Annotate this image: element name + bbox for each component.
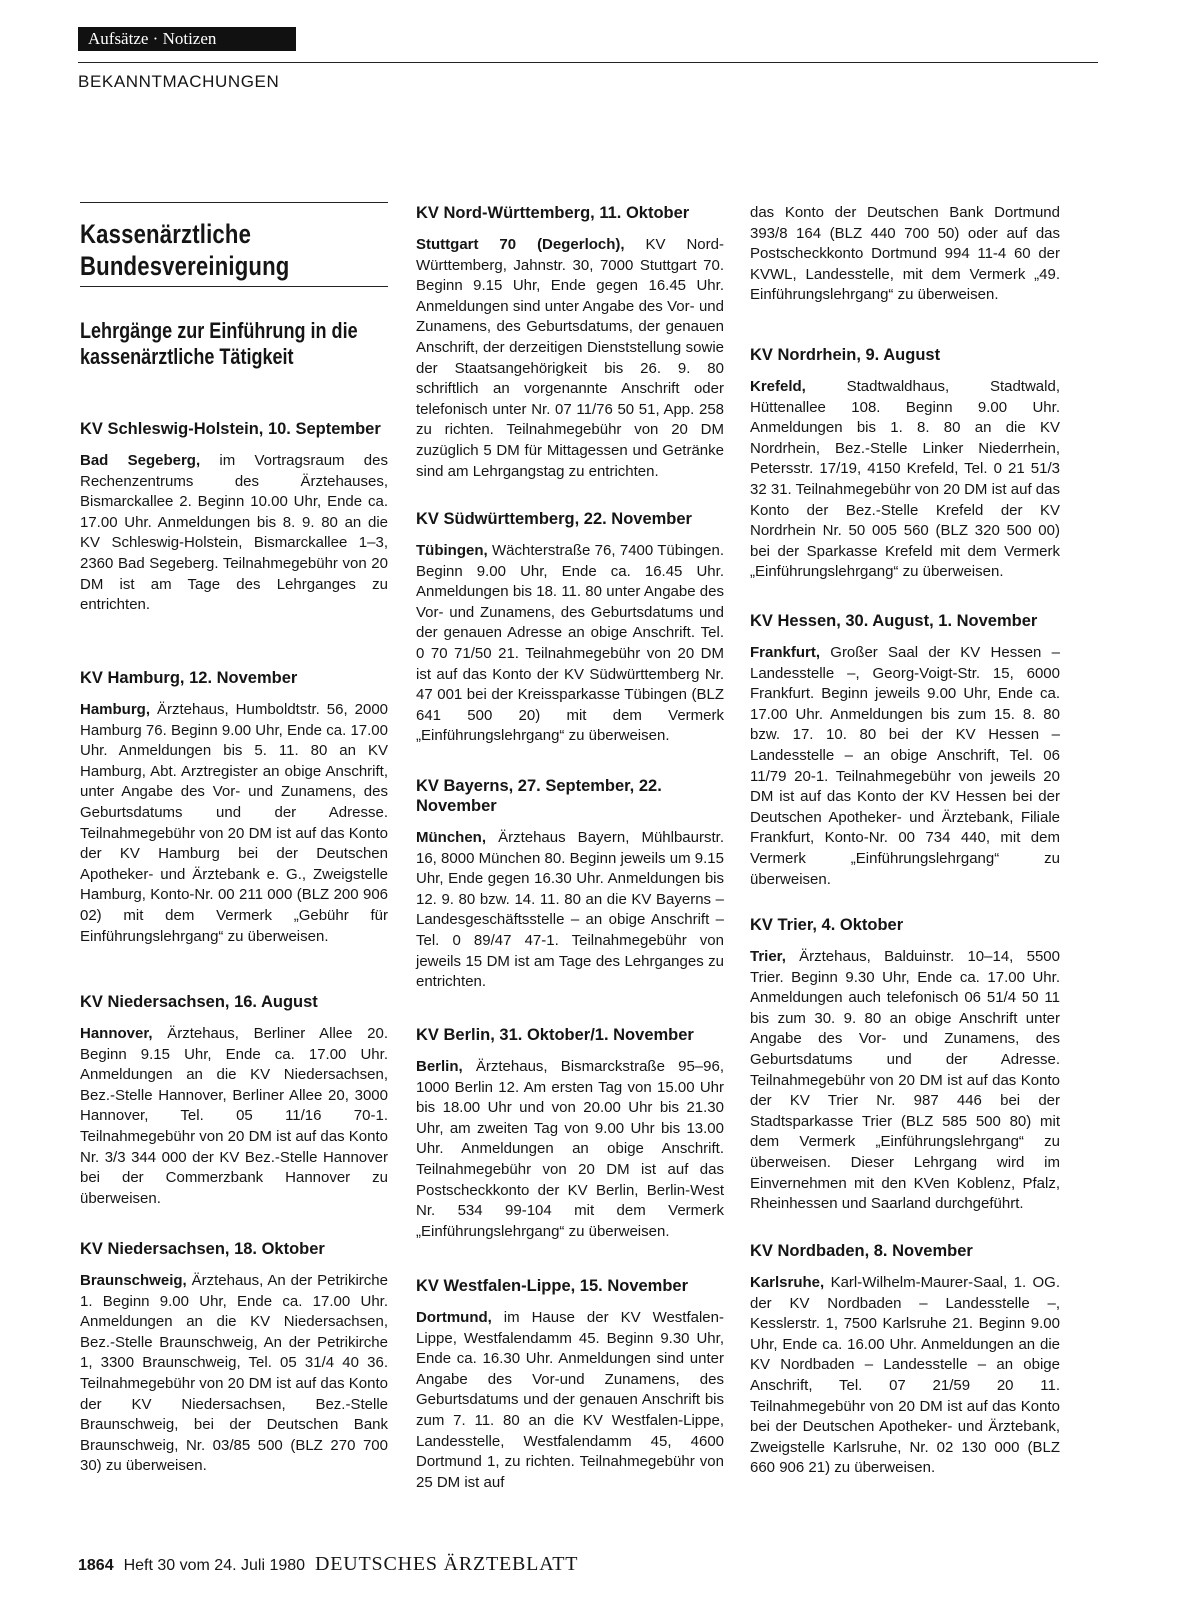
entry-heading: KV Nord-Württemberg, 11. Oktober [416, 204, 690, 222]
entry-body [750, 643, 1060, 890]
page-number: 1864 [78, 1557, 114, 1574]
entry-body [80, 451, 388, 616]
entry-heading: KV Niedersachsen, 16. August [80, 993, 318, 1011]
entry-trier [750, 915, 1060, 1215]
entry-heading: KV Westfalen-Lippe, 15. November [416, 1277, 689, 1295]
entry-westfalen-lippe [416, 1276, 724, 1493]
entry-place: Bad Segeberg, [80, 452, 201, 469]
entry-place: Karlsruhe, [750, 1274, 825, 1291]
entry-text: Stadtwaldhaus, Stadtwald, Hüttenallee 108. Beginn 9.00 Uhr. Anmeldungen bis 1. 8. 80 an die KV Nordrhein, Bez.-Stelle Linker Niederrhein, Petersstr. 17/19, 4150 Krefeld, Tel. 0 21 51/3 32 31. Teilnahmegebühr von 20 DM ist auf das Konto der Bez.-Stelle Krefeld der KV Nordrhein Nr. 50 005 560 (BLZ 320 500 00) bei der Sparkasse Krefeld mit dem Vermerk „Einführungslehrgang“ zu überweisen. [750, 378, 1060, 581]
entry-place: München, [416, 829, 486, 846]
org-title: Kassenärztliche Bundesvereinigung [80, 219, 290, 281]
page-footer [78, 1553, 578, 1576]
entry-text: im Vortragsraum des Rechenzentrums des Ärztehauses, Bismarckallee 2. Beginn 10.00 Uhr, Ende ca. 17.00 Uhr. Anmeldungen bis 8. 9. 80 an die KV Schleswig-Holstein, Bismarckallee 1–3, 2360 Bad Segeberg. Teilnahmegebühr von 20 DM ist am Tage des Lehrganges zu entrichten. [80, 452, 388, 614]
entry-heading: KV Trier, 4. Oktober [750, 916, 904, 934]
entry-place: Braunschweig, [80, 1272, 187, 1289]
entry-text: Ärztehaus, Bismarckstraße 95–96, 1000 Berlin 12. Am ersten Tag von 15.00 Uhr bis 18.00 Uhr und von 20.00 Uhr bis 21.30 Uhr, am zweiten Tag von 9.00 Uhr bis 13.00 Uhr. Anmeldungen an obige Anschrift. Teilnahmegebühr von 20 DM ist auf das Postscheckkonto der KV Berlin, Berlin-West Nr. 534 99-104 mit dem Vermerk „Einführungslehrgang“ zu überweisen. [416, 1058, 724, 1240]
top-rule [78, 62, 1098, 63]
entry-place: Berlin, [416, 1058, 463, 1075]
entry-heading: KV Berlin, 31. Oktober/1. November [416, 1026, 694, 1044]
entry-heading: KV Südwürttemberg, 22. November [416, 510, 692, 528]
entry-text: das Konto der Deutschen Bank Dortmund 393/8 164 (BLZ 440 700 50) oder auf das Postscheckkonto Dortmund 994 11-4 60 der KVWL, Landesstelle, mit dem Vermerk „49. Einführungslehrgang“ zu überweisen. [750, 204, 1060, 304]
publication-name: DEUTSCHES ÄRZTEBLATT [315, 1553, 579, 1575]
entry-bayerns [416, 776, 724, 993]
kicker: BEKANNTMACHUNGEN [78, 72, 280, 91]
entry-heading: KV Hamburg, 12. November [80, 669, 298, 687]
entry-niedersachsen-oktober [80, 1239, 388, 1477]
entry-nord-wuerttemberg [416, 203, 724, 482]
entry-heading: KV Bayerns, 27. September, 22. November [416, 777, 662, 815]
entry-hamburg [80, 668, 388, 947]
entry-suedwuerttemberg [416, 509, 724, 747]
entry-schleswig-holstein [80, 419, 388, 616]
entry-heading: KV Hessen, 30. August, 1. November [750, 612, 1038, 630]
entry-place: Dortmund, [416, 1309, 492, 1326]
section-tag: Aufsätze · Notizen [78, 27, 296, 51]
entry-place: Hamburg, [80, 701, 151, 718]
entry-body [80, 1271, 388, 1477]
entry-heading: KV Schleswig-Holstein, 10. September [80, 420, 381, 438]
entry-text: Ärztehaus, An der Petrikirche 1. Beginn 9.00 Uhr, Ende ca. 17.00 Uhr. Anmeldungen an die KV Niedersachsen, Bez.-Stelle Braunschweig, An der Petrikirche 1, 3300 Braunschweig, Tel. 05 31/4 40 36. Teilnahmegebühr von 20 DM ist auf das Konto der KV Niedersachsen, Bez.-Stelle Braunschweig, bei der Deutschen Bank Braunschweig, Nr. 03/85 500 (BLZ 270 700 30) zu überweisen. [80, 1272, 388, 1475]
entry-text: Ärztehaus, Berliner Allee 20. Beginn 9.15 Uhr, Ende ca. 17.00 Uhr. Anmeldungen an die KV Niedersachsen, Bez.-Stelle Hannover, Berliner Allee 20, 3000 Hannover, Tel. 05 11/16 70-1. Teilnahmegebühr von 20 DM ist auf das Konto Nr. 3/3 344 000 der KV Bez.-Stelle Hannover bei der Commerzbank Hannover zu überweisen. [80, 1025, 388, 1207]
entry-body [80, 1024, 388, 1209]
entry-text: Ärztehaus, Humboldtstr. 56, 2000 Hamburg 76. Beginn 9.00 Uhr, Ende ca. 17.00 Uhr. Anmeldungen bis 5. 11. 80 an KV Hamburg, Abt. Arztregister an obige Anschrift, unter Angabe des Vor- und Zunamens, des Geburtsdatums und der Adresse. Teilnahmegebühr von 20 DM ist auf das Konto der KV Hamburg bei der Deutschen Apotheker- und Ärztebank e. G., Zweigstelle Hamburg, Konto-Nr. 00 211 000 (BLZ 200 906 02) mit dem Vermerk „Gebühr für Einführungslehrgang“ zu überweisen. [80, 701, 388, 945]
entry-berlin [416, 1025, 724, 1242]
entry-place: Tübingen, [416, 542, 488, 559]
entry-place: Trier, [750, 948, 786, 965]
title-rule-top [80, 202, 388, 203]
entry-body [750, 1273, 1060, 1479]
issue-info: Heft 30 vom 24. Juli 1980 [123, 1557, 306, 1574]
entry-body [750, 203, 1060, 306]
entry-place: Stuttgart 70 (Degerloch), [416, 236, 625, 253]
entry-text: Wächterstraße 76, 7400 Tübingen. Beginn 9.00 Uhr, Ende ca. 16.45 Uhr. Anmeldungen bis 18. 11. 80 unter Angabe des Vor- und Zunamens, des Geburtsdatums und der genauen Adresse an obige Anschrift. Tel. 0 70 71/50 21. Teilnahmegebühr von 20 DM ist auf das Konto der KV Südwürttemberg Nr. 47 001 bei der Kreissparkasse Tübingen (BLZ 641 500 20) mit dem Vermerk „Einführungslehrgang“ zu überweisen. [416, 542, 724, 745]
entry-body [416, 828, 724, 993]
title-rule-bottom [80, 286, 388, 287]
entry-place: Frankfurt, [750, 644, 821, 661]
entry-body [80, 700, 388, 947]
entry-heading: KV Niedersachsen, 18. Oktober [80, 1240, 325, 1258]
entry-text: Ärztehaus, Balduinstr. 10–14, 5500 Trier. Beginn 9.30 Uhr, Ende ca. 17.00 Uhr. Anmeldungen auch telefonisch 06 51/4 50 11 bis zum 30. 9. 80 an obige Anschrift unter Angabe des Vor- und Zunamens, des Geburtsdatums und der Adresse. Teilnahmegebühr von 20 DM ist auf das Konto der KV Trier Nr. 987 446 bei der Stadtsparkasse Trier (BLZ 585 500 80) mit dem Vermerk „Einführungslehrgang“ zu überweisen. Dieser Lehrgang wird im Einvernehmen mit den KVen Koblenz, Pfalz, Rheinhessen und Saarland durchgeführt. [750, 948, 1060, 1213]
entry-body [416, 1308, 724, 1493]
entry-text: KV Nord-Württemberg, Jahnstr. 30, 7000 Stuttgart 70. Beginn 9.15 Uhr, Ende gegen 16.45 Uhr. Anmeldungen sind unter Angabe des Vor- und Zunamens, des Geburtsdatums, der genauen Anschrift, der derzeitigen Dienststellung sowie der Staatsangehörigkeit bis 26. 9. 80 schriftlich an vorgenannte Anschrift oder telefonisch unter Nr. 07 11/76 50 51, App. 258 zu richten. Teilnahmegebühr von 20 DM zuzüglich 5 DM für Mittagessen und Getränke sind am Lehrgangstag zu entrichten. [416, 236, 724, 480]
entry-place: Hannover, [80, 1025, 153, 1042]
entry-hessen [750, 611, 1060, 890]
entry-nordbaden [750, 1241, 1060, 1479]
lead-title: Lehrgänge zur Einführung in die kassenärztliche Tätigkeit [80, 318, 358, 369]
entry-nordrhein [750, 345, 1060, 583]
entry-body [750, 377, 1060, 583]
entry-body [416, 235, 724, 482]
entry-body [416, 1057, 724, 1242]
entry-heading: KV Nordrhein, 9. August [750, 346, 941, 364]
entry-place: Krefeld, [750, 378, 806, 395]
entry-text: Großer Saal der KV Hessen – Landesstelle –, Georg-Voigt-Str. 15, 6000 Frankfurt. Beginn jeweils 9.00 Uhr, Ende ca. 17.00 Uhr. Anmeldungen bis zum 15. 8. 80 bzw. 17. 10. 80 bei der KV Hessen – Landesstelle – an obige Anschrift, Tel. 06 11/79 20-1. Teilnahmegebühr von jeweils 20 DM ist auf das Konto der KV Hessen bei der Deutschen Apotheker- und Ärztebank, Filiale Frankfurt, Konto-Nr. 00 734 440, mit dem Vermerk „Einführungslehrgang“ zu überweisen. [750, 644, 1060, 888]
entry-westfalen-lippe-continued [750, 203, 1060, 306]
entry-body [750, 947, 1060, 1215]
entry-text: Karl-Wilhelm-Maurer-Saal, 1. OG. der KV Nordbaden – Landesstelle –, Kesslerstr. 1, 7500 Karlsruhe 21. Beginn 9.00 Uhr, Ende ca. 16.00 Uhr. Anmeldungen an die KV Nordbaden – Landesstelle – an obige Anschrift, Tel. 07 21/59 20 11. Teilnahmegebühr von 20 DM ist auf das Konto bei der Deutschen Apotheker- und Ärztebank, Zweigstelle Karlsruhe, Nr. 02 130 000 (BLZ 660 906 21) zu überweisen. [750, 1274, 1060, 1477]
entry-heading: KV Nordbaden, 8. November [750, 1242, 973, 1260]
entry-niedersachsen-august [80, 992, 388, 1209]
entry-body [416, 541, 724, 747]
entry-text: Ärztehaus Bayern, Mühlbaurstr. 16, 8000 München 80. Beginn jeweils um 9.15 Uhr, Ende gegen 16.30 Uhr. Anmeldungen bis 12. 9. 80 bzw. 14. 11. 80 an die KV Bayerns – Landesgeschäftsstelle – an obige Anschrift – Tel. 0 89/47 47-1. Teilnahmegebühr von jeweils 15 DM ist am Tage des Lehrganges zu entrichten. [416, 829, 724, 991]
entry-text: im Hause der KV Westfalen-Lippe, Westfalendamm 45. Beginn 9.30 Uhr, Ende ca. 16.30 Uhr. Anmeldungen sind unter Angabe des Vor-und Zunamens, des Geburtsdatums und der genauen Anschrift bis zum 7. 11. 80 an die KV Westfalen-Lippe, Landesstelle, Westfalendamm 45, 4600 Dortmund 1, zu richten. Teilnahmegebühr von 25 DM ist auf [416, 1309, 724, 1491]
